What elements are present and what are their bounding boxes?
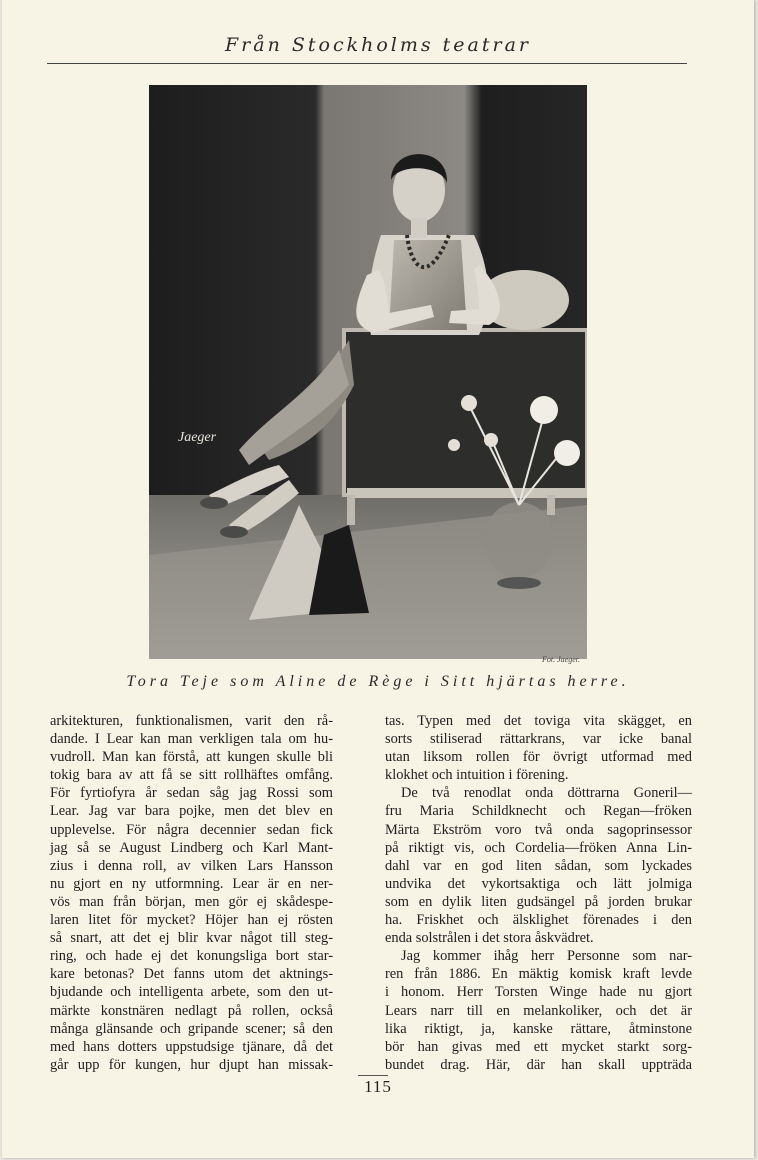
text-line: bör han givas med ett mycket starkt sorg- xyxy=(385,1038,692,1055)
text-line: som en dylik liten gudsängel på jorden brukar xyxy=(385,893,692,910)
text-line: ren från 1886. En mäktig komisk kraft levde xyxy=(385,966,692,983)
text-line: sorts stiliserad rättarkrans, var icke banal xyxy=(385,731,692,748)
text-line: lika riktigt, ja, kanske rättare, åtminstone xyxy=(385,1020,692,1037)
text-line: jag så se August Lindberg och Karl Mant- xyxy=(50,839,333,856)
running-head: Från Stockholms teatrar xyxy=(224,34,531,56)
text-line: laren litet för mycket? Höjer han ej rösten xyxy=(50,912,333,929)
text-line: bjudande och intelligenta arbete, som den ut- xyxy=(50,984,333,1001)
folio-rule xyxy=(358,1075,388,1076)
text-line: går upp för kungen, hur djupt han missak- xyxy=(50,1056,333,1073)
header-rule xyxy=(47,63,687,64)
text-line: ring, och hade ej det konungsliga bort star- xyxy=(50,948,333,965)
page-number: 115 xyxy=(364,1077,392,1096)
text-line: upplevelse. För några decennier sedan fick xyxy=(50,821,333,838)
portrait-photograph xyxy=(149,85,587,659)
text-line: tokig bara av att få se sitt rollhäftes omfång. xyxy=(50,767,333,784)
text-line: dande. I Lear kan man verkligen tala om hu- xyxy=(50,731,333,748)
text-line: utan liksom rollen för övrigt utformad med xyxy=(385,749,692,766)
text-line: i honom. Herr Torsten Winge hade nu gjort xyxy=(385,984,692,1001)
text-line: klokhet och intuition i förening. xyxy=(385,767,569,784)
text-line: dahl var en god liten sådan, som lyckades xyxy=(385,857,692,874)
text-line: så snart, att det ej blir kvar något till steg- xyxy=(50,930,333,947)
text-line: Jag kommer ihåg herr Personne som nar- xyxy=(401,948,692,965)
left-text-column xyxy=(50,712,333,1074)
text-line: Lears narr till en melankoliker, och det är xyxy=(385,1002,692,1019)
text-line: bundet drag. Här, där han skall uppträda xyxy=(385,1056,692,1073)
text-line: zius i denna roll, av vilken Lars Hansson xyxy=(50,857,333,874)
text-line: Märta Ekström voro två onda sagoprinsessor xyxy=(385,821,692,838)
text-line: på riktigt vis, och Cordelia—fröken Anna Lin- xyxy=(385,839,692,856)
text-line: vudroll. Man kan förstå, att kungen skulle bli xyxy=(50,749,333,766)
text-line: med hans dotters uppstudsige tjänare, då det xyxy=(50,1038,333,1055)
text-line: enda solstrålen i det stora åskvädret. xyxy=(385,930,594,947)
text-line: ha. Friskhet och älsklighet förenades i den xyxy=(385,912,692,929)
right-text-column xyxy=(385,712,692,1074)
photo-credit: Fot. Jaeger. xyxy=(542,655,580,664)
text-line: nu gjort en ny utformning. Lear är en ner- xyxy=(50,875,333,892)
photographer-signature: Jaeger xyxy=(178,430,217,445)
text-line: tas. Typen med det toviga vita skägget, en xyxy=(385,713,692,729)
text-line: vös man från början, men gör ej skådespe- xyxy=(50,893,333,910)
photo-caption: Tora Teje som Aline de Rège i Sitt hjärtas herre. xyxy=(126,673,630,690)
text-line: Lear. Jag var bara pojke, men det blev en xyxy=(50,803,333,820)
text-line: För fyrtiofyra år sedan såg jag Rossi som xyxy=(50,785,333,802)
text-line: kare betonas? Det fanns utom det aktnings- xyxy=(50,966,333,983)
text-line: fru Maria Schildknecht och Regan—fröken xyxy=(385,803,692,820)
text-line: undvika det vykortsaktiga och lätt jolmiga xyxy=(385,875,692,892)
text-line: många glänsande och gripande scener; så den xyxy=(50,1020,333,1037)
page xyxy=(2,0,754,1158)
text-line: De två renodlat onda döttrarna Goneril— xyxy=(401,785,692,802)
text-line: arkitekturen, funktionalismen, varit den rå- xyxy=(50,713,333,729)
text-line: märkte konstnären nedlagt på rollen, också xyxy=(50,1002,333,1019)
